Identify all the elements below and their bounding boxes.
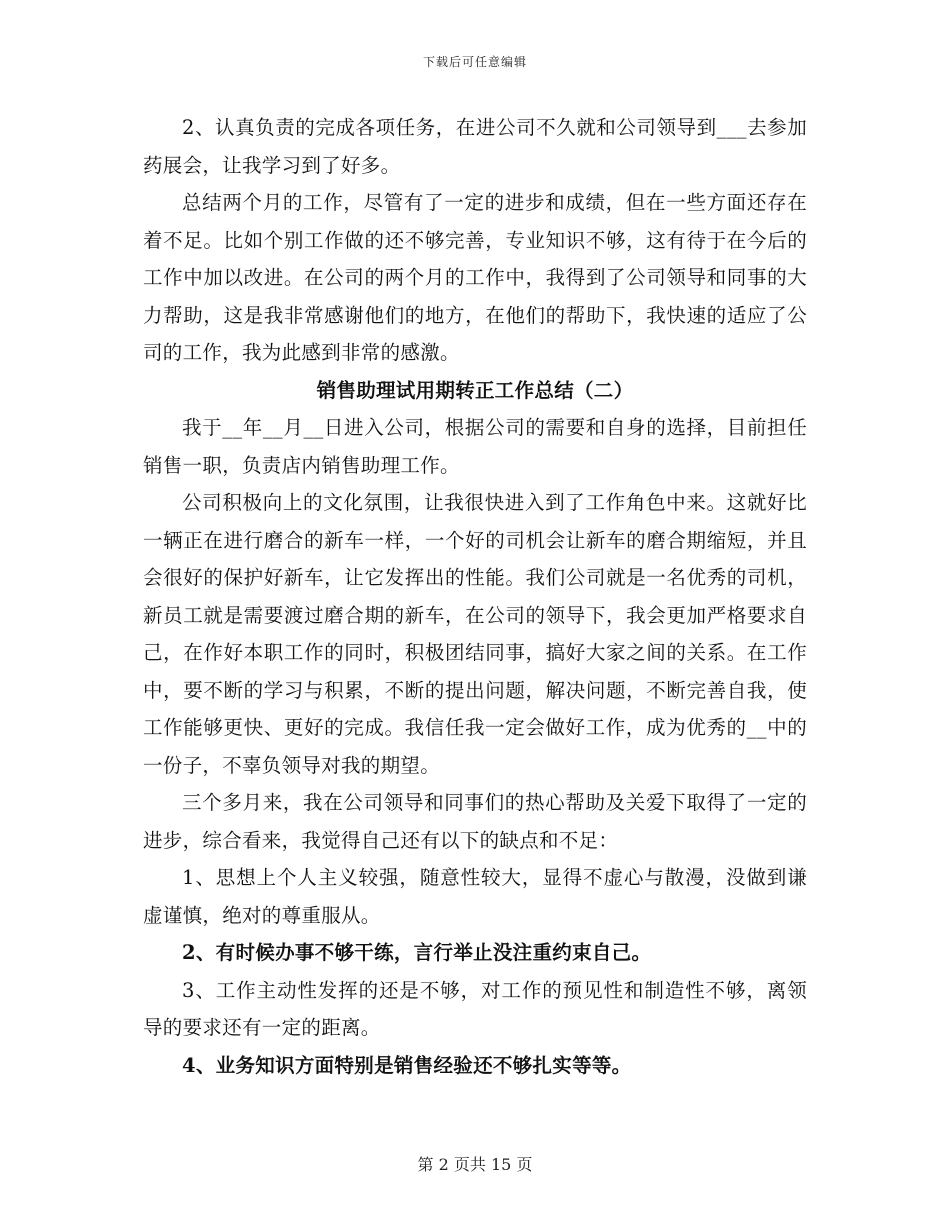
list-item-1: 1、思想上个人主义较强，随意性较大，显得不虚心与散漫，没做到谦虚谨慎，绝对的尊重服从。 [143,866,807,927]
list-item-4: 4、业务知识方面特别是销售经验还不够扎实等等。 [182,1053,632,1077]
paragraph-intro: 我于__年__月__日进入公司，根据公司的需要和自身的选择，目前担任销售一职，负责店内销售助理工作。 [143,416,807,477]
paragraph-culture: 公司积极向上的文化氛围，让我很快进入到了工作角色中来。这就好比一辆正在进行磨合的新车一样，一个好的司机会让新车的磨合期缩短，并且会很好的保护好新车，让它发挥出的性能。我们公司就是一名优秀的司机，新员工就是需要渡过磨合期的新车，在公司的领导下，我会更加严格要求自己，在作好本职工作的同时，积极团结同事，搞好大家之间的关系。在工作中，要不断的学习与积累，不断的提出问题，解决问题，不断完善自我，使工作能够更快、更好的完成。我信任我一定会做好工作，成为优秀的__中的一份子，不辜负领导对我的期望。 [143,491,807,777]
list-item-3: 3、工作主动性发挥的还是不够，对工作的预见性和制造性不够，离领导的要求还有一定的距离。 [143,978,807,1039]
page-header: 下载后可任意编辑 [422,55,527,69]
paragraph-shortcomings-intro: 三个多月来，我在公司领导和同事们的热心帮助及关爱下取得了一定的进步，综合看来，我觉得自己还有以下的缺点和不足： [143,791,807,852]
section-title: 销售助理试用期转正工作总结（二） [316,378,634,402]
list-item-2: 2、有时候办事不够干练，言行举止没注重约束自己。 [182,941,652,964]
paragraph-item-2: 2、认真负责的完成各项任务，在进公司不久就和公司领导到___去参加药展会，让我学习到了好多。 [143,116,807,177]
document-body [143,109,807,1084]
page-number: 第 2 页共 15 页 [417,1155,533,1174]
paragraph-summary: 总结两个月的工作，尽管有了一定的进步和成绩，但在一些方面还存在着不足。比如个别工作做的还不够完善，专业知识不够，这有待于在今后的工作中加以改进。在公司的两个月的工作中，我得到了公司领导和同事的大力帮助，这是我非常感谢他们的地方，在他们的帮助下，我快速的适应了公司的工作，我为此感到非常的感激。 [143,191,807,364]
